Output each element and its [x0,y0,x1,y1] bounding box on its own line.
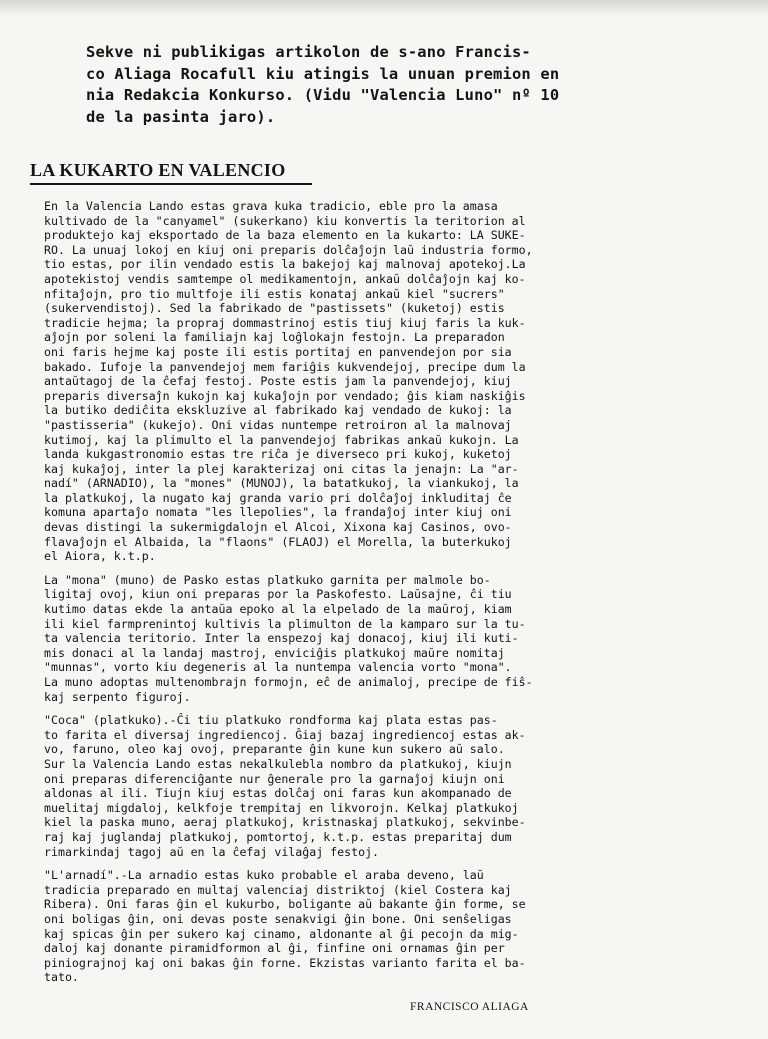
paragraph-line: kaj kukaĵoj, inter la plej karakterizaj oni citas la jenajn: La "ar- [44,461,519,476]
paragraph-line: daloj kaj donante piramidformon al ĝi, finfine oni ornamas ĝin per [44,941,505,956]
paragraph-line: mis donaci al la landaj mastroj, enviciĝis platkukoj maŭre nomitaj [44,645,505,660]
article-title: LA KUKARTO EN VALENCIO [30,160,286,180]
paragraph-line: la butiko dediĉita ekskluzive al fabrikado kaj vendado de kukoj: la [44,403,512,418]
intro-line: Sekve ni publikigas artikolon de s-ano Francis- [86,43,531,61]
paragraph-line: kaj serpento figuroj. [44,689,191,704]
paragraph-line: oni preparas diferenciĝante nur ĝenerale pro la garnaĵoj kiujn oni [44,771,505,786]
paragraph-line: ta valencia teritorio. Inter la enspezoj kaj donacoj, kiuj ili kuti- [44,631,519,646]
paragraph-line: ligitaj ovoj, kiun oni preparas por la Paskofesto. Laŭsajne, ĉi tiu [44,587,512,602]
article-paragraph [44,713,734,859]
paragraph-line: devas distingi la sukermigdalojn el Alcoi, Xixona kaj Casinos, ovo- [44,520,512,535]
paragraph-line: el Aiora, k.t.p. [44,549,156,564]
intro-note [86,42,726,128]
paragraph-line: tradicie hejma; la propraj dommastrinoj estis tiuj kiuj faris la kuk- [44,315,526,330]
author-signature: FRANCISCO ALIAGA [410,1001,529,1013]
paragraph-line: flavaĵojn el Albaida, la "flaons" (FLAOJ) el Morella, la buterkukoj [44,534,512,549]
article-paragraph [44,868,734,985]
paragraph-line: antaŭtagoj de la ĉefaj festoj. Poste estis jam la panvendejoj, kiuj [44,374,512,389]
paragraph-line: muelitaj migdaloj, kelkfoje trempitaj en likvorojn. Kelkaj platkukoj [44,800,519,815]
paragraph-line: nadí" (ARNADIO), la "mones" (MUNOJ), la batatkukoj, la viankukoj, la [44,476,519,491]
article-paragraph [44,573,734,704]
paragraph-line: la platkukoj, la nugato kaj granda vario pri dolĉaĵoj inkluditaj ĉe [44,490,512,505]
paragraph-line: "L'arnadí".-La arnadio estas kuko probable el araba deveno, laŭ [44,868,484,883]
paragraph-line: kiel la paska muno, aeraj platkukoj, kristnaskaj platkukoj, sekvinbe- [44,815,526,830]
paragraph-line: RO. La unuaj lokoj en kiuj oni preparis dolĉaĵojn laŭ industria formo, [44,242,533,257]
paragraph-line: kultivado de la "canyamel" (sukerkano) kiu konvertis la teritorion al [44,213,526,228]
paragraph-line: raj kaj juglandaj platkukoj, pomtortoj, k.t.p. estas preparitaj dum [44,829,512,844]
paragraph-line: tato. [44,970,79,985]
paragraph-line: vo, faruno, oleo kaj ovoj, preparante ĝin kune kun sukero aŭ salo. [44,742,505,757]
paragraph-line: ili kiel farmprenintoj kultivis la plimulton de la kamparo sur la tu- [44,616,526,631]
paragraph-line: aldonas al ili. Tiujn kiuj estas dolĉaj oni faras kun akompanado de [44,786,512,801]
paragraph-line: bakado. Iufoje la panvendejoj mem fariĝis kukvendejoj, precipe dum la [44,359,526,374]
paragraph-line: Ribera). Oni faras ĝin el kukurbo, boligante aŭ bakante ĝin forme, se [44,897,526,912]
paragraph-line: tradicia preparado en multaj valenciaj distriktoj (kiel Costera kaj [44,882,512,897]
paragraph-line: tio estas, por ilin vendado estis la bakejoj kaj malnovaj apotekoj.La [44,257,526,272]
paragraph-line: La "mona" (muno) de Pasko estas platkuko garnita per malmole bo- [44,572,491,587]
paragraph-line: produktejo kaj eksportado de la baza elemento en la kukarto: LA SUKE- [44,228,526,243]
paragraph-line: aĵojn por soleni la familiajn kaj loĝlokajn festojn. La preparadon [44,330,505,345]
intro-line: de la pasinta jaro). [86,107,276,126]
paragraph-line: oni faris hejme kaj poste ili estis portitaj en panvendejon por sia [44,344,512,359]
article-paragraph [44,199,734,564]
scan-edge [0,0,768,16]
paragraph-line: to farita el diversaj ingrediencoj. Ĝiaj bazaj ingrediencoj estas ak- [44,727,526,742]
paragraph-line: "munnas", vorto kiu degeneris al la nuntempa valencia vorto "mona". [44,660,512,675]
paragraph-line: kutimoj, kaj la plimulto el la panvendejoj fabrikas ankaŭ kukojn. La [44,432,519,447]
paragraph-line: kutimo datas ekde la antaŭa epoko al la elpelado de la maŭroj, kiam [44,602,512,617]
title-underline [30,183,312,185]
paragraph-line: landa kukgastronomio estas tre riĉa je diverseco pri kukoj, kuketoj [44,447,512,462]
paragraph-line: "Coca" (platkuko).-Ĉi tiu platkuko rondforma kaj plata estas pas- [44,713,498,728]
paragraph-line: rimarkindaj tagoj aŭ en la ĉefaj vilaĝaj festoj. [44,844,380,859]
article-body [44,199,734,994]
paragraph-line: komuna apartaĵo nomata "les llepolies", la frandaĵoj inter kiuj oni [44,505,512,520]
paragraph-line: preparis diversaĵn kukojn kaj kukaĵojn por vendado; ĝis kiam naskiĝis [44,388,526,403]
paragraph-line: "pastisseria" (kukejo). Oni vidas nuntempe retroiron al la malnovaj [44,417,512,432]
paragraph-line: apotekistoj vendis samtempe ol medikamentojn, ankaŭ dolĉaĵojn kaj ko- [44,271,526,286]
paragraph-line: Sur la Valencia Lando estas nekalkulebla nombro da platkukoj, kiujn [44,756,512,771]
paragraph-line: oni boligas ĝin, oni devas poste senakvigi ĝin bone. Oni senŝeligas [44,911,512,926]
paragraph-line: piniograjnoj kaj oni bakas ĝin forne. Ekzistas varianto farita el ba- [44,955,526,970]
paragraph-line: En la Valencia Lando estas grava kuka tradicio, eble pro la amasa [44,199,498,213]
paragraph-line: (sukervendistoj). Sed la fabrikado de "pastissets" (kuketoj) estis [44,301,505,316]
intro-line: nia Redakcia Konkurso. (Vidu "Valencia Luno" nº 10 [86,86,560,104]
paragraph-line: La muno adoptas multenombrajn formojn, eĉ de animaloj, precipe de fiŝ- [44,675,533,689]
intro-line: co Aliaga Rocafull kiu atingis la unuan premion en [86,64,560,83]
paragraph-line: kaj spicas ĝin per sukero kaj cinamo, aldonante al ĝi pecojn da mig- [44,926,519,941]
paragraph-line: nfitaĵojn, pro tio multfoje ili estis konataj ankaŭ kiel "sucrers" [44,286,505,301]
